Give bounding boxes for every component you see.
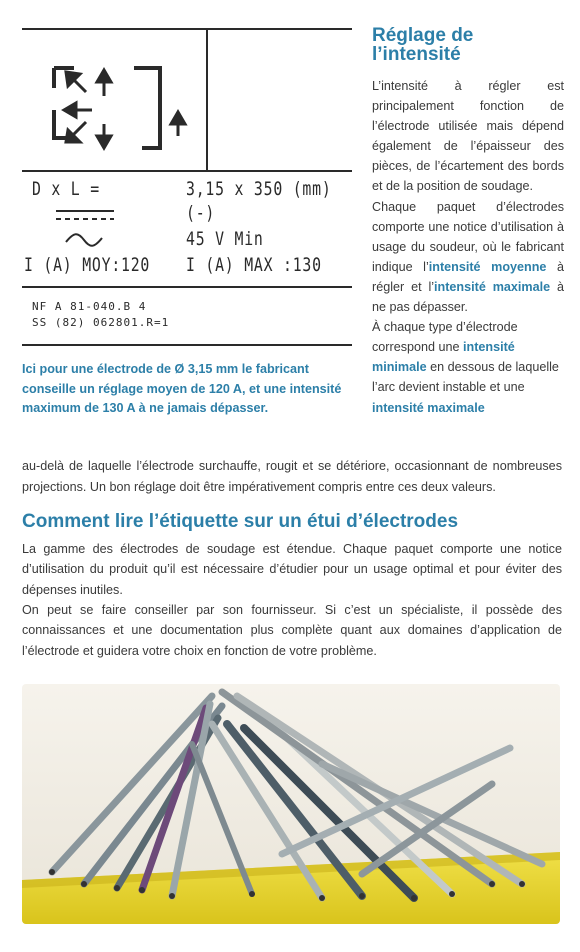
- electrodes-illustration: [22, 684, 560, 924]
- intensity-paragraph-1: L’intensité à régler est principalement fonction de l’électrode utilisée mais dépend également de l’épaisseur des pièces, de l’écartement des bords et de la position de soudage.: [372, 79, 564, 194]
- text-span: à ne pas dépasser.: [372, 279, 564, 315]
- spec-current-max: I (A) MAX :130: [186, 254, 322, 276]
- highlight-min-intensity: intensité minimale: [372, 340, 515, 375]
- text-span: en dessous de laquelle l’arc devient instable et une: [372, 360, 559, 395]
- spec-voltage: 45 V Min: [186, 228, 264, 250]
- heading-line-1: Réglage de: [372, 25, 474, 46]
- norm-line-2: SS (82) 062801.R=1: [32, 316, 170, 329]
- direct-current-symbol-icon: [56, 208, 116, 222]
- text-span: Chaque paquet d’électrodes comporte une notice d’utilisation à usage du soudeur, où le fabricant indique l’: [372, 199, 564, 274]
- highlight-max-intensity: intensité maximale: [434, 279, 551, 294]
- spec-polarity: (-): [186, 202, 216, 224]
- intensity-text-column: [372, 76, 564, 418]
- text-span: À chaque type d’électrode correspond une: [372, 320, 518, 355]
- label-divider: [206, 30, 208, 170]
- intensity-paragraph-2: [372, 197, 564, 318]
- section-heading-label: Comment lire l’étiquette sur un étui d’électrodes: [22, 511, 459, 532]
- spec-dxl: D x L =: [32, 178, 100, 200]
- section-heading-intensity: [372, 26, 572, 64]
- label-paragraph-1: La gamme des électrodes de soudage est étendue. Chaque paquet comporte une notice d’utilisation du produit qu’il est nécessaire d’étudier pour un usage optimal et pour éviter des dépenses inutiles.: [22, 542, 562, 597]
- norm-line-1: NF A 81-040.B 4: [32, 300, 147, 313]
- electrodes-photo: [22, 684, 560, 924]
- spec-current-average: I (A) MOY:120: [24, 254, 151, 276]
- label-bottom-rule: [22, 344, 352, 346]
- highlight-max-intensity-2: intensité maximale: [372, 400, 485, 415]
- alternating-current-symbol-icon: [64, 232, 104, 248]
- highlight-average-intensity: intensité moyenne: [428, 259, 547, 274]
- text-span: à régler et l’: [372, 259, 564, 294]
- label-paragraph-2: On peut se faire conseiller par son fournisseur. Si c’est un spécialiste, il possède des connaissances et une documentation plus complète quant aux domaines d’application de l’électrode et guidera votre choix en fonction de votre problème.: [22, 603, 562, 658]
- heading-line-2: l’intensité: [372, 44, 461, 65]
- label-symbol-area: [22, 30, 352, 172]
- electrode-label: [22, 28, 352, 348]
- figure-caption: Ici pour une électrode de Ø 3,15 mm le fabricant conseille un réglage moyen de 120 A, et une intensité maximum de 130 A à ne jamais dépasser.: [22, 362, 342, 415]
- intensity-paragraph-3-start: [372, 317, 564, 417]
- spec-dimensions: 3,15 x 350 (mm): [186, 178, 332, 200]
- label-separator: [22, 286, 352, 288]
- intensity-paragraph-3-continued: au-delà de laquelle l’électrode surchauffe, rougit et se détériore, occasionnant de nombreuses projections. Un bon réglage doit être impérativement compris entre ces deux valeurs.: [22, 459, 562, 494]
- welding-position-symbol-icon: [42, 48, 192, 158]
